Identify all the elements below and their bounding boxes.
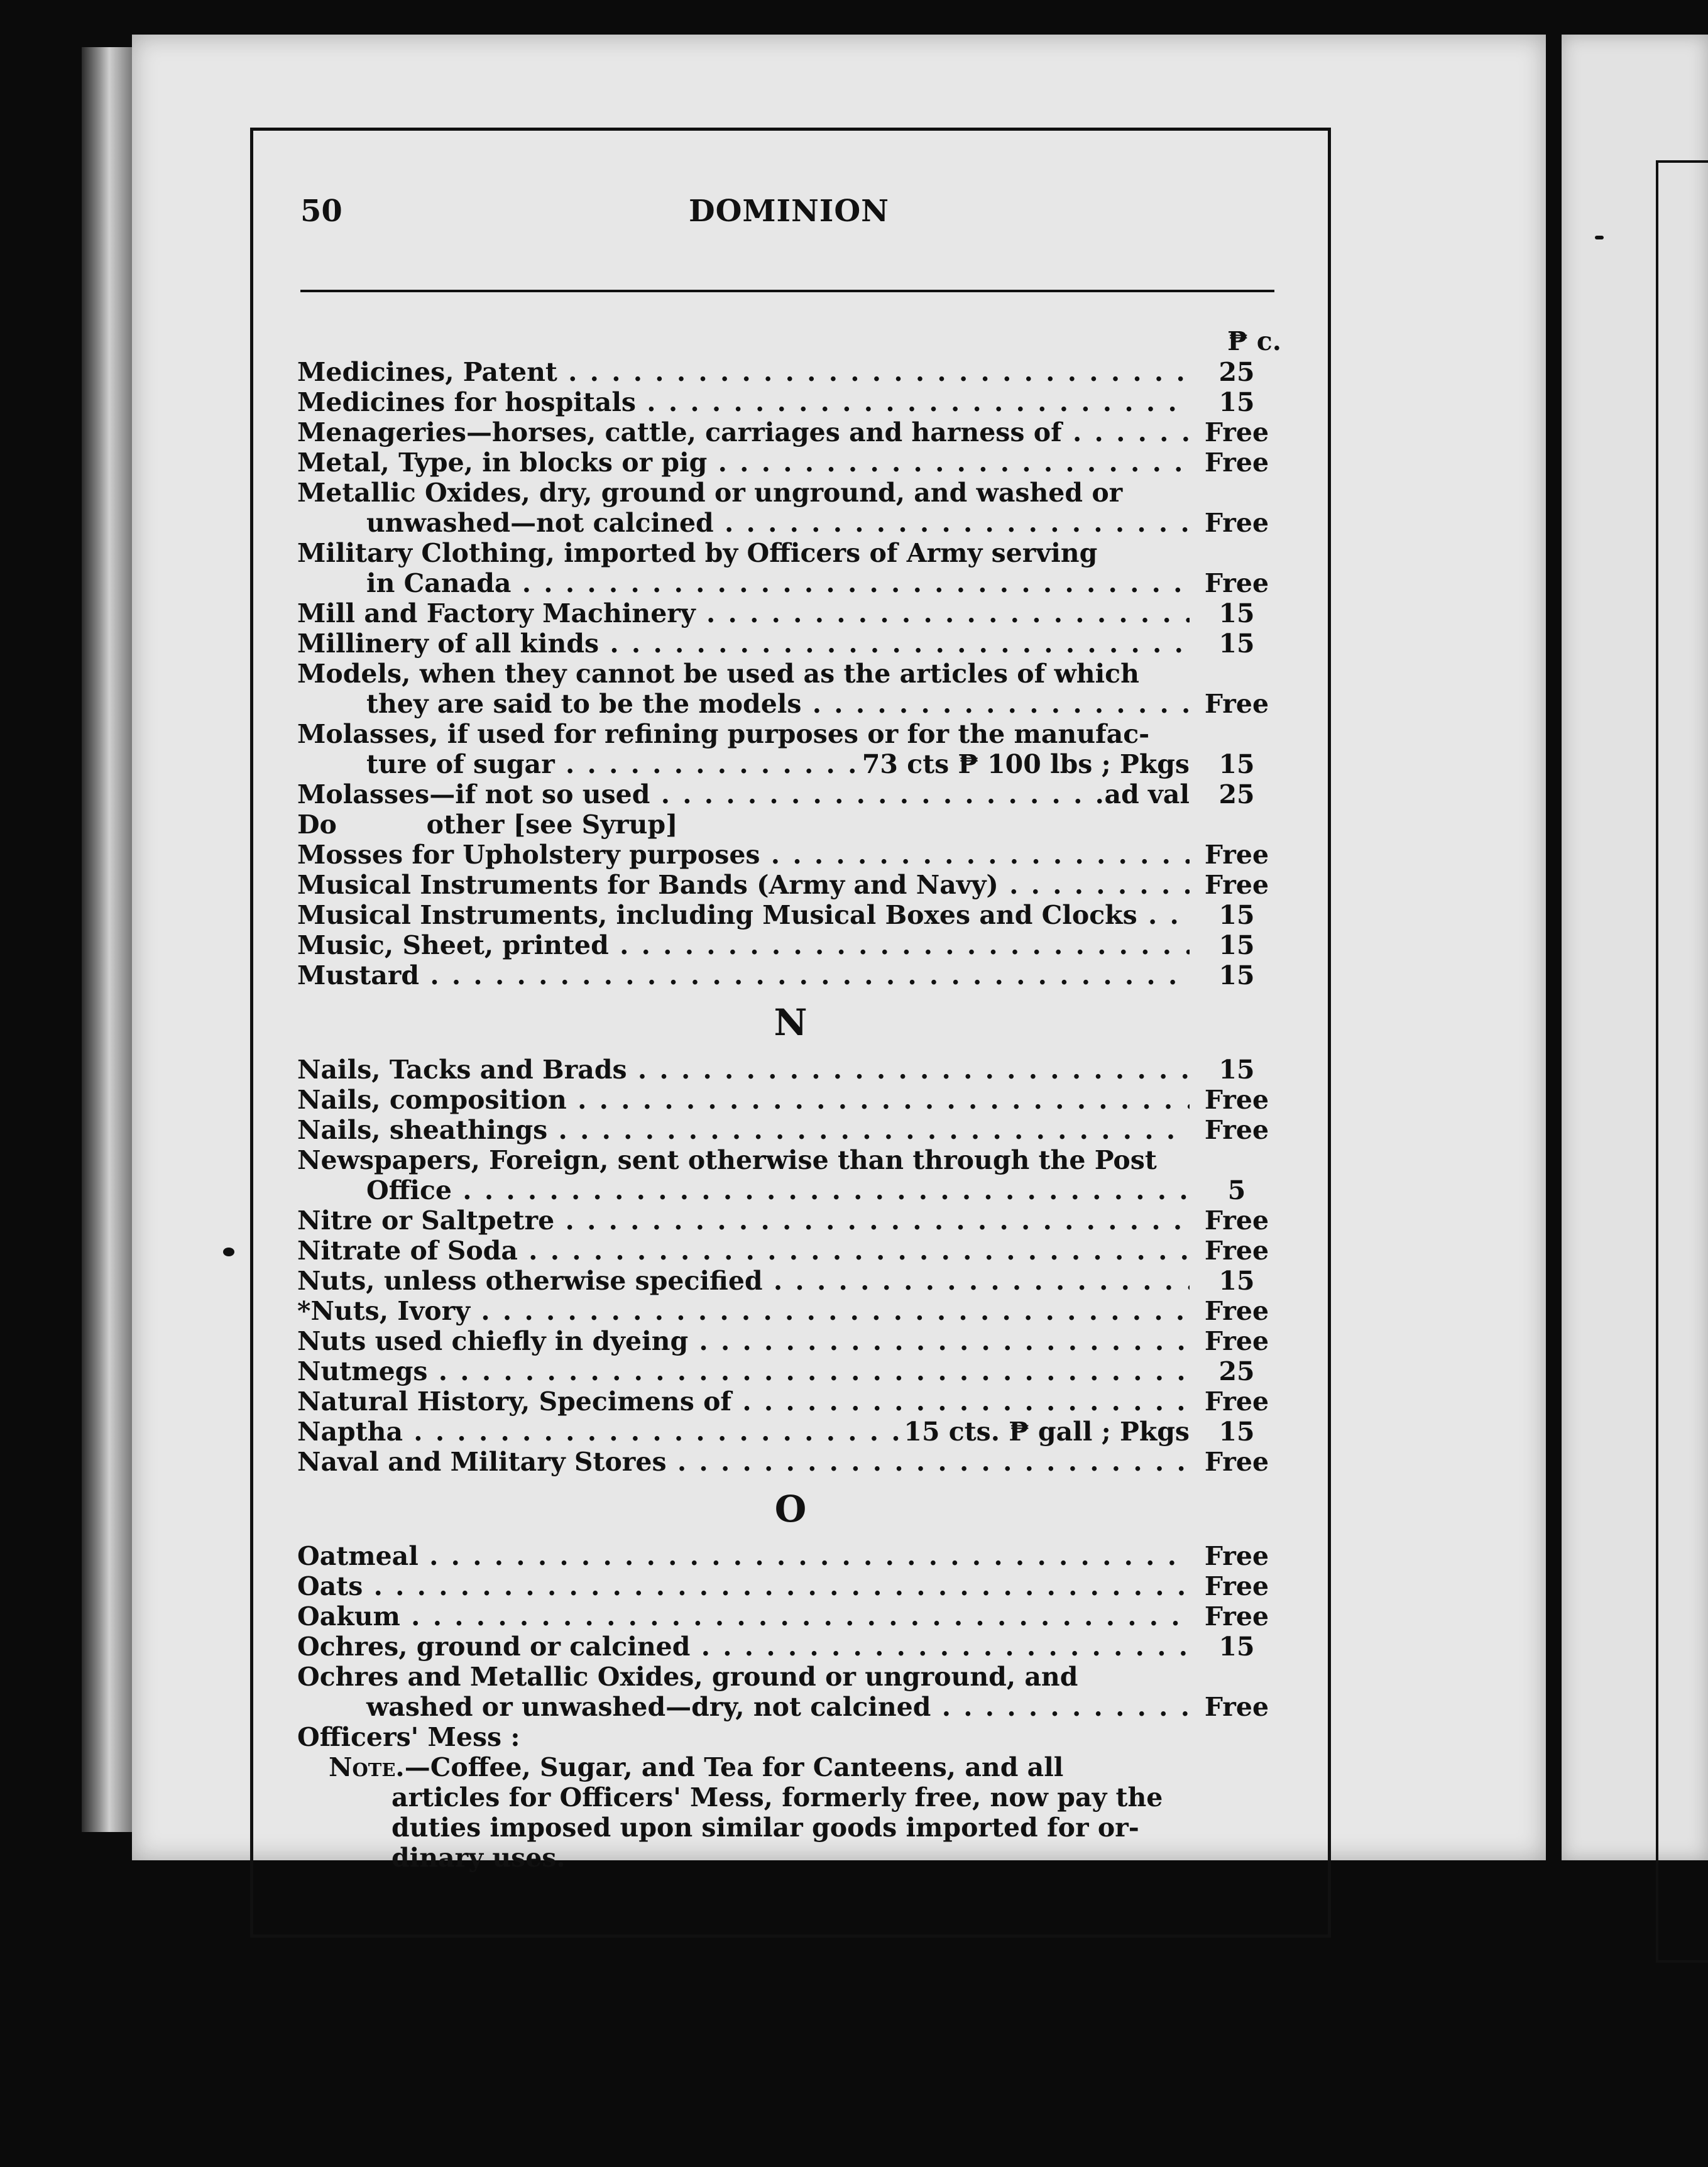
list-item (297, 749, 1284, 779)
item-rate: Free (1204, 1692, 1269, 1722)
item-rate: 25 (1218, 779, 1255, 809)
officers-mess-heading: Officers' Mess : (297, 1722, 520, 1752)
header-rule (300, 290, 1274, 292)
list-item (297, 809, 1284, 840)
item-name: Naptha . . . (297, 1417, 904, 1447)
item-name: Natural History, Specimens of . . . (297, 1386, 1190, 1417)
item-name: Nitre or Saltpetre . . . (297, 1205, 1190, 1236)
list-item (297, 1175, 1284, 1205)
facing-page-border (1656, 160, 1708, 1963)
item-rate: 15 (1218, 960, 1255, 990)
ink-speck (223, 1248, 234, 1256)
list-item (297, 1326, 1284, 1356)
item-name: Metal, Type, in blocks or pig . . . (297, 447, 1190, 478)
note-first-line: —Coffee, Sugar, and Tea for Canteens, and all (404, 1752, 1064, 1782)
item-continuation: ture of sugar . . . (297, 749, 862, 779)
note-line: dinary uses. (391, 1843, 566, 1873)
list-item (297, 1447, 1284, 1477)
running-head: DOMINION (688, 194, 890, 229)
item-name: Millinery of all kinds . . . (297, 628, 1190, 659)
list-item (297, 447, 1284, 478)
item-rate: Free (1204, 1296, 1269, 1326)
list-item (297, 1115, 1284, 1145)
list-item (297, 1386, 1284, 1417)
list-item (297, 1296, 1284, 1326)
list-item (297, 1266, 1284, 1296)
item-name: Musical Instruments, including Musical Boxes and Clocks . . . (297, 900, 1190, 930)
list-item (297, 1236, 1284, 1266)
note-line: articles for Officers' Mess, formerly free, now pay the (391, 1782, 1163, 1813)
item-rate: Free (1204, 1541, 1269, 1571)
item-rate: Free (1204, 1236, 1269, 1266)
item-rate: Free (1204, 1601, 1269, 1632)
item-rate: 15 (1218, 387, 1255, 417)
item-rate: 25 (1218, 1356, 1255, 1386)
rate-column-header: ₱ c. (1227, 326, 1281, 356)
item-rate: Free (1204, 689, 1269, 719)
item-name: *Nuts, Ivory . . . (297, 1296, 1190, 1326)
item-rate: Free (1204, 1115, 1269, 1145)
section-letter-o: O (774, 1488, 807, 1530)
item-rate: Free (1204, 1205, 1269, 1236)
item-name: Newspapers, Foreign, sent otherwise than through the Post (297, 1145, 1157, 1175)
list-item (297, 1417, 1284, 1447)
item-rate: Free (1204, 1386, 1269, 1417)
item-rate: 15 (1218, 900, 1255, 930)
item-name: Models, when they cannot be used as the articles of which (297, 659, 1139, 689)
list-item (297, 779, 1284, 809)
item-specific-duty: 15 cts. ₱ gall ; Pkgs (904, 1417, 1190, 1447)
item-name: Medicines for hospitals . . . (297, 387, 1190, 417)
page-number: 50 (300, 194, 342, 229)
item-rate: Free (1204, 1326, 1269, 1356)
list-item (297, 598, 1284, 628)
item-name: Nuts used chiefly in dyeing . . . (297, 1326, 1190, 1356)
item-name: Oats . . . (297, 1571, 1190, 1601)
item-name: Nutmegs . . . (297, 1356, 1190, 1386)
item-name: Oatmeal . . . (297, 1541, 1190, 1571)
item-rate: Free (1204, 870, 1269, 900)
ink-speck (1595, 236, 1604, 239)
list-item (297, 689, 1284, 719)
book-spine-edge (82, 47, 132, 1832)
item-name: Mosses for Upholstery purposes . . . (297, 840, 1190, 870)
list-item (297, 357, 1284, 387)
item-specific-duty: ad val (1104, 779, 1190, 809)
item-rate: Free (1204, 447, 1269, 478)
list-item (297, 1601, 1284, 1632)
list-item (297, 387, 1284, 417)
item-continuation: washed or unwashed—dry, not calcined . . . (297, 1692, 1190, 1722)
list-item (297, 1356, 1284, 1386)
list-item (297, 1541, 1284, 1571)
item-name: Do other [see Syrup] (297, 809, 678, 840)
item-rate: 15 (1218, 1266, 1255, 1296)
item-name: Musical Instruments for Bands (Army and Navy) . . . (297, 870, 1190, 900)
item-continuation: unwashed—not calcined . . . (297, 508, 1190, 538)
item-rate: Free (1204, 1447, 1269, 1477)
item-rate: 5 (1227, 1175, 1246, 1205)
item-rate: 15 (1218, 1632, 1255, 1662)
item-rate: 15 (1218, 1055, 1255, 1085)
item-name: Ochres, ground or calcined . . . (297, 1632, 1190, 1662)
item-name: Mill and Factory Machinery . . . (297, 598, 1190, 628)
list-item (297, 1055, 1284, 1085)
item-rate: 15 (1218, 598, 1255, 628)
item-rate: Free (1204, 417, 1269, 447)
item-name: Military Clothing, imported by Officers of Army serving (297, 538, 1098, 568)
item-specific-duty: 73 cts ₱ 100 lbs ; Pkgs (862, 749, 1190, 779)
item-name: Metallic Oxides, dry, ground or unground, and washed or (297, 478, 1123, 508)
facing-page-edge (1562, 35, 1708, 1860)
item-name: Naval and Military Stores . . . (297, 1447, 1190, 1477)
list-item (297, 1085, 1284, 1115)
note-label: Note. (329, 1752, 405, 1782)
list-item (297, 628, 1284, 659)
item-name: Music, Sheet, printed . . . (297, 930, 1190, 960)
list-item (297, 930, 1284, 960)
list-item (297, 508, 1284, 538)
list-item (297, 960, 1284, 990)
item-rate: 15 (1218, 1417, 1255, 1447)
item-name: Nails, Tacks and Brads . . . (297, 1055, 1190, 1085)
item-rate: 25 (1218, 357, 1255, 387)
item-name: Nuts, unless otherwise specified . . . (297, 1266, 1190, 1296)
item-continuation: Office . . . (297, 1175, 1190, 1205)
tariff-list (297, 326, 1284, 1873)
item-rate: 15 (1218, 628, 1255, 659)
item-name: Nails, composition . . . (297, 1085, 1190, 1115)
list-item (297, 840, 1284, 870)
item-rate: Free (1204, 840, 1269, 870)
list-item (297, 1571, 1284, 1601)
item-rate: Free (1204, 1085, 1269, 1115)
list-item (297, 417, 1284, 447)
list-item (297, 1205, 1284, 1236)
section-letter-n: N (774, 1001, 807, 1044)
page-frame (250, 128, 1331, 1938)
item-rate: Free (1204, 568, 1269, 598)
list-item (297, 1692, 1284, 1722)
officers-mess-note (297, 1752, 1284, 1873)
list-item (297, 870, 1284, 900)
item-rate: 15 (1218, 930, 1255, 960)
list-item (297, 1632, 1284, 1662)
item-name: Molasses—if not so used . . . (297, 779, 1105, 809)
page-header (300, 194, 1278, 244)
item-name: Nitrate of Soda . . . (297, 1236, 1190, 1266)
note-line: duties imposed upon similar goods imported for or- (391, 1813, 1139, 1843)
item-name: Nails, sheathings . . . (297, 1115, 1190, 1145)
item-name: Menageries—horses, cattle, carriages and harness of . . . (297, 417, 1190, 447)
item-name: Molasses, if used for refining purposes or for the manufac- (297, 719, 1150, 749)
item-continuation: they are said to be the models . . . (297, 689, 1190, 719)
item-name: Oakum . . . (297, 1601, 1190, 1632)
item-name: Medicines, Patent . . . (297, 357, 1190, 387)
item-name: Mustard . . . (297, 960, 1190, 990)
item-rate: Free (1204, 508, 1269, 538)
item-continuation: in Canada . . . (297, 568, 1190, 598)
item-rate: Free (1204, 1571, 1269, 1601)
list-item (297, 900, 1284, 930)
item-rate: 15 (1218, 749, 1255, 779)
list-item (297, 568, 1284, 598)
item-name: Ochres and Metallic Oxides, ground or unground, and (297, 1662, 1078, 1692)
